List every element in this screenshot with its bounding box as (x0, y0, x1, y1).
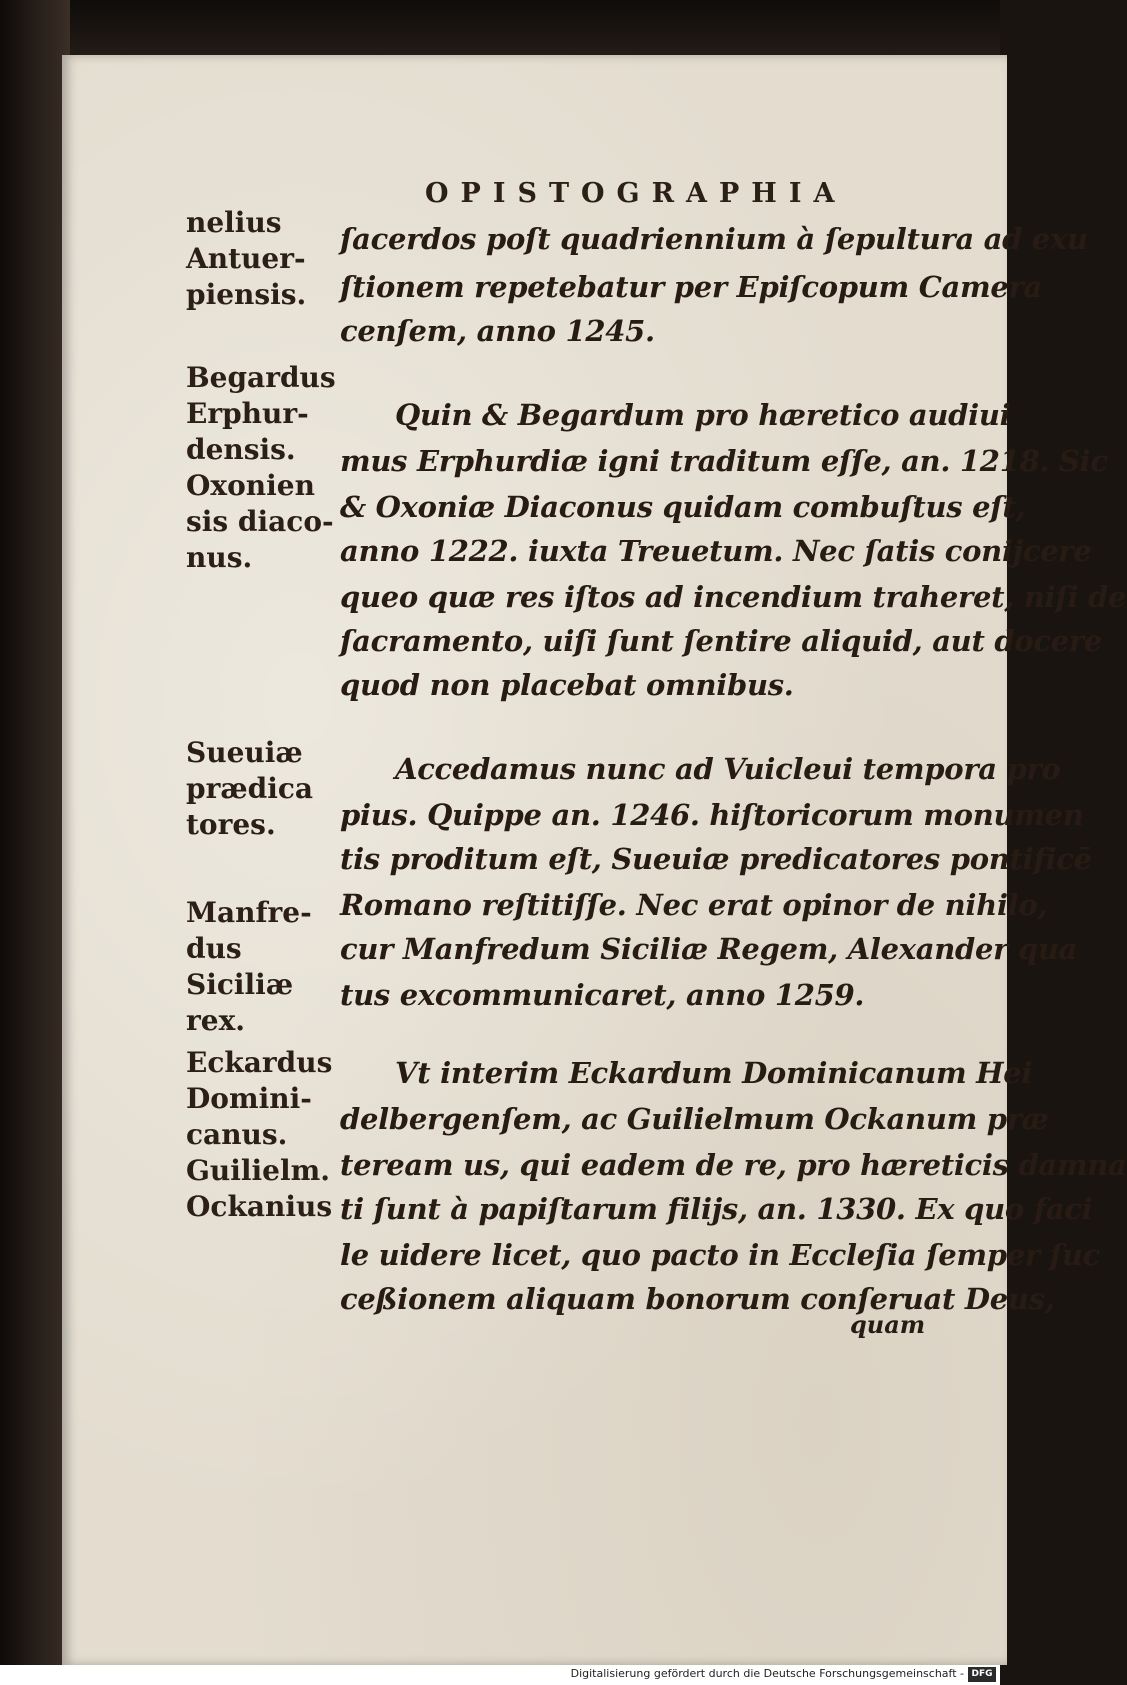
margin-note (186, 735, 346, 843)
margin-note (186, 205, 346, 313)
body-line: cenſem, anno 1245. (340, 314, 655, 348)
body-line: & Oxoniæ Diaconus quidam combuſtus eſt, (340, 490, 1026, 524)
book-binding (0, 0, 70, 1685)
body-line: Romano reſtitiſſe. Nec erat opinor de nihilo, (340, 888, 1048, 922)
body-line: ſacramento, uiſi ſunt ſentire aliquid, aut docere (340, 624, 1103, 658)
body-line: anno 1222. iuxta Treuetum. Nec ſatis conijcere (340, 534, 1092, 568)
body-line: mus Erphurdiæ igni traditum eſſe, an. 1218. Sic (340, 444, 1108, 478)
dfg-logo: DFG (968, 1667, 996, 1682)
body-line: delbergenſem, ac Guilielmum Ockanum præ (340, 1102, 1049, 1136)
body-line: queo quæ res iſtos ad incendium traheret, niſi de (340, 580, 1127, 614)
margin-note-text: Begardus Erphur- densis. Oxonien sis diaco- nus. (186, 361, 336, 574)
margin-note (186, 895, 346, 1039)
body-line: pius. Quippe an. 1246. hiſtoricorum monumen (340, 798, 1084, 832)
running-head: OPISTOGRAPHIA (425, 178, 847, 209)
margin-note-text: Eckardus Domini- canus. Guilielm. Ockanius (186, 1046, 333, 1223)
body-line: tus excommunicaret, anno 1259. (340, 978, 865, 1012)
margin-note-text: Sueuiæ prædica tores. (186, 736, 314, 841)
margin-note (186, 360, 346, 576)
body-line: teream us, qui eadem de re, pro hæreticis damna (340, 1148, 1127, 1182)
body-line: cur Manfredum Siciliæ Regem, Alexander qua (340, 932, 1078, 966)
margin-note (186, 1045, 346, 1225)
margin-note-text: Manfre- dus Siciliæ rex. (186, 896, 312, 1037)
body-line: Quin & Begardum pro hæretico audiui (395, 398, 1011, 432)
footer-credit: Digitalisierung gefördert durch die Deutsche Forschungsgemeinschaft - (570, 1667, 964, 1680)
body-line: ſacerdos poſt quadriennium à ſepultura ad exu (340, 222, 1088, 256)
body-line: le uidere licet, quo pacto in Eccleſia ſemper ſuc (340, 1238, 1101, 1272)
body-line: ti ſunt à papiſtarum filijs, an. 1330. Ex quo faci (340, 1192, 1093, 1226)
catchword: quam (850, 1310, 926, 1339)
book-top-edge (0, 0, 1000, 60)
body-line: quod non placebat omnibus. (340, 668, 794, 702)
margin-note-text: nelius Antuer- piensis. (186, 206, 307, 311)
body-line: Accedamus nunc ad Vuicleui tempora pro (395, 752, 1061, 786)
body-line: tis proditum eſt, Sueuiæ predicatores pontificē (340, 842, 1092, 876)
body-line: ceßionem aliquam bonorum conſeruat Deus, (340, 1282, 1055, 1316)
body-line: Vt interim Eckardum Dominicanum Hei (395, 1056, 1033, 1090)
body-line: ſtionem repetebatur per Epiſcopum Camera (340, 270, 1042, 304)
